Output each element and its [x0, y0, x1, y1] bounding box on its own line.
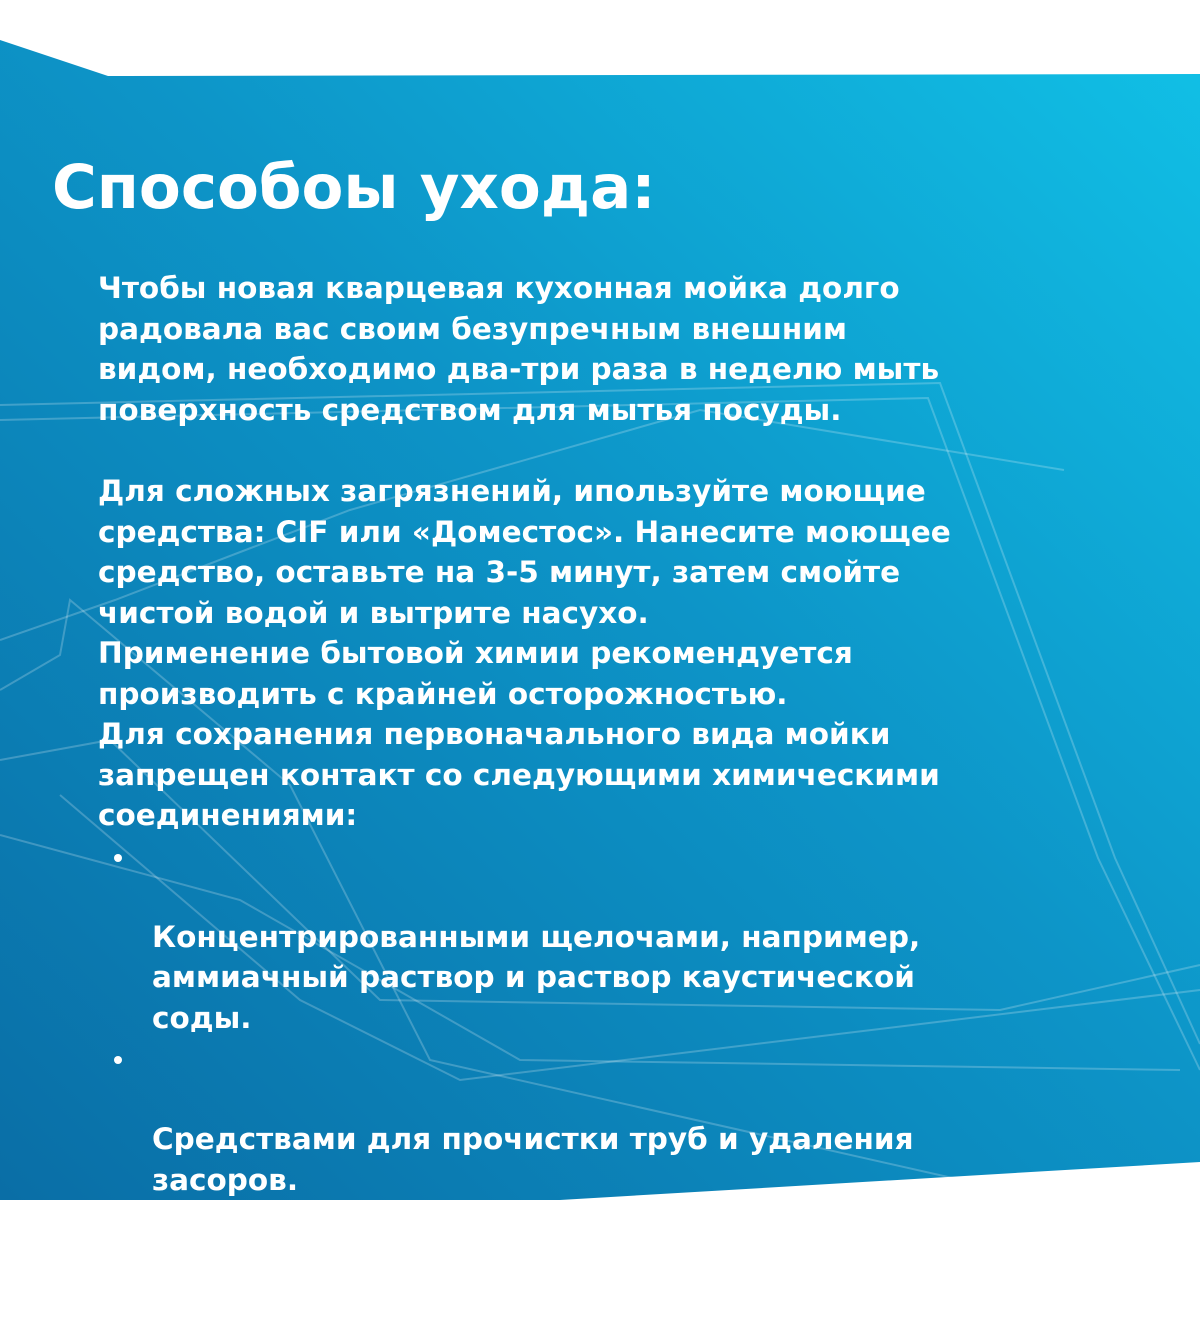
- page-title: Способоы ухода:: [52, 152, 656, 223]
- list-item: [98, 1200, 1098, 1322]
- paragraph-heavy-stains: Для сложных загрязнений, ипользуйте моющие средства: CIF или «Доместос». Нанесите моющее средство, оставьте на 3-5 минут, затем смойте чистой водой и вытрите насухо. Применение бытовой химии рекомендуется производить с крайней осторожностью. Для сохранения первоначального вида мойки запрещен контакт со следующими химическими соединениями:: [98, 474, 951, 832]
- list-item-text: Абразивными соединениями и порошками.: [152, 1284, 893, 1318]
- body-text: [98, 268, 1098, 1322]
- bullet-icon: [114, 854, 122, 862]
- list-item: [98, 1038, 1098, 1200]
- list-item: [98, 836, 1098, 1039]
- list-item-text: Средствами для прочистки труб и удаления засоров.: [152, 1122, 914, 1197]
- bullet-icon: [114, 1218, 122, 1226]
- list-item-text: Концентрированными щелочами, например, аммиачный раствор и раствор каустической соды.: [152, 919, 921, 1035]
- paragraph-daily-care: Чтобы новая кварцевая кухонная мойка долго радовала вас своим безупречным внешним видом, необходимо два-три раза в неделю мыть поверхность средством для мытья посуды.: [98, 271, 940, 427]
- prohibited-chemicals-list: [98, 836, 1098, 1322]
- bullet-icon: [114, 1056, 122, 1064]
- paragraph-spacer: [98, 430, 1098, 471]
